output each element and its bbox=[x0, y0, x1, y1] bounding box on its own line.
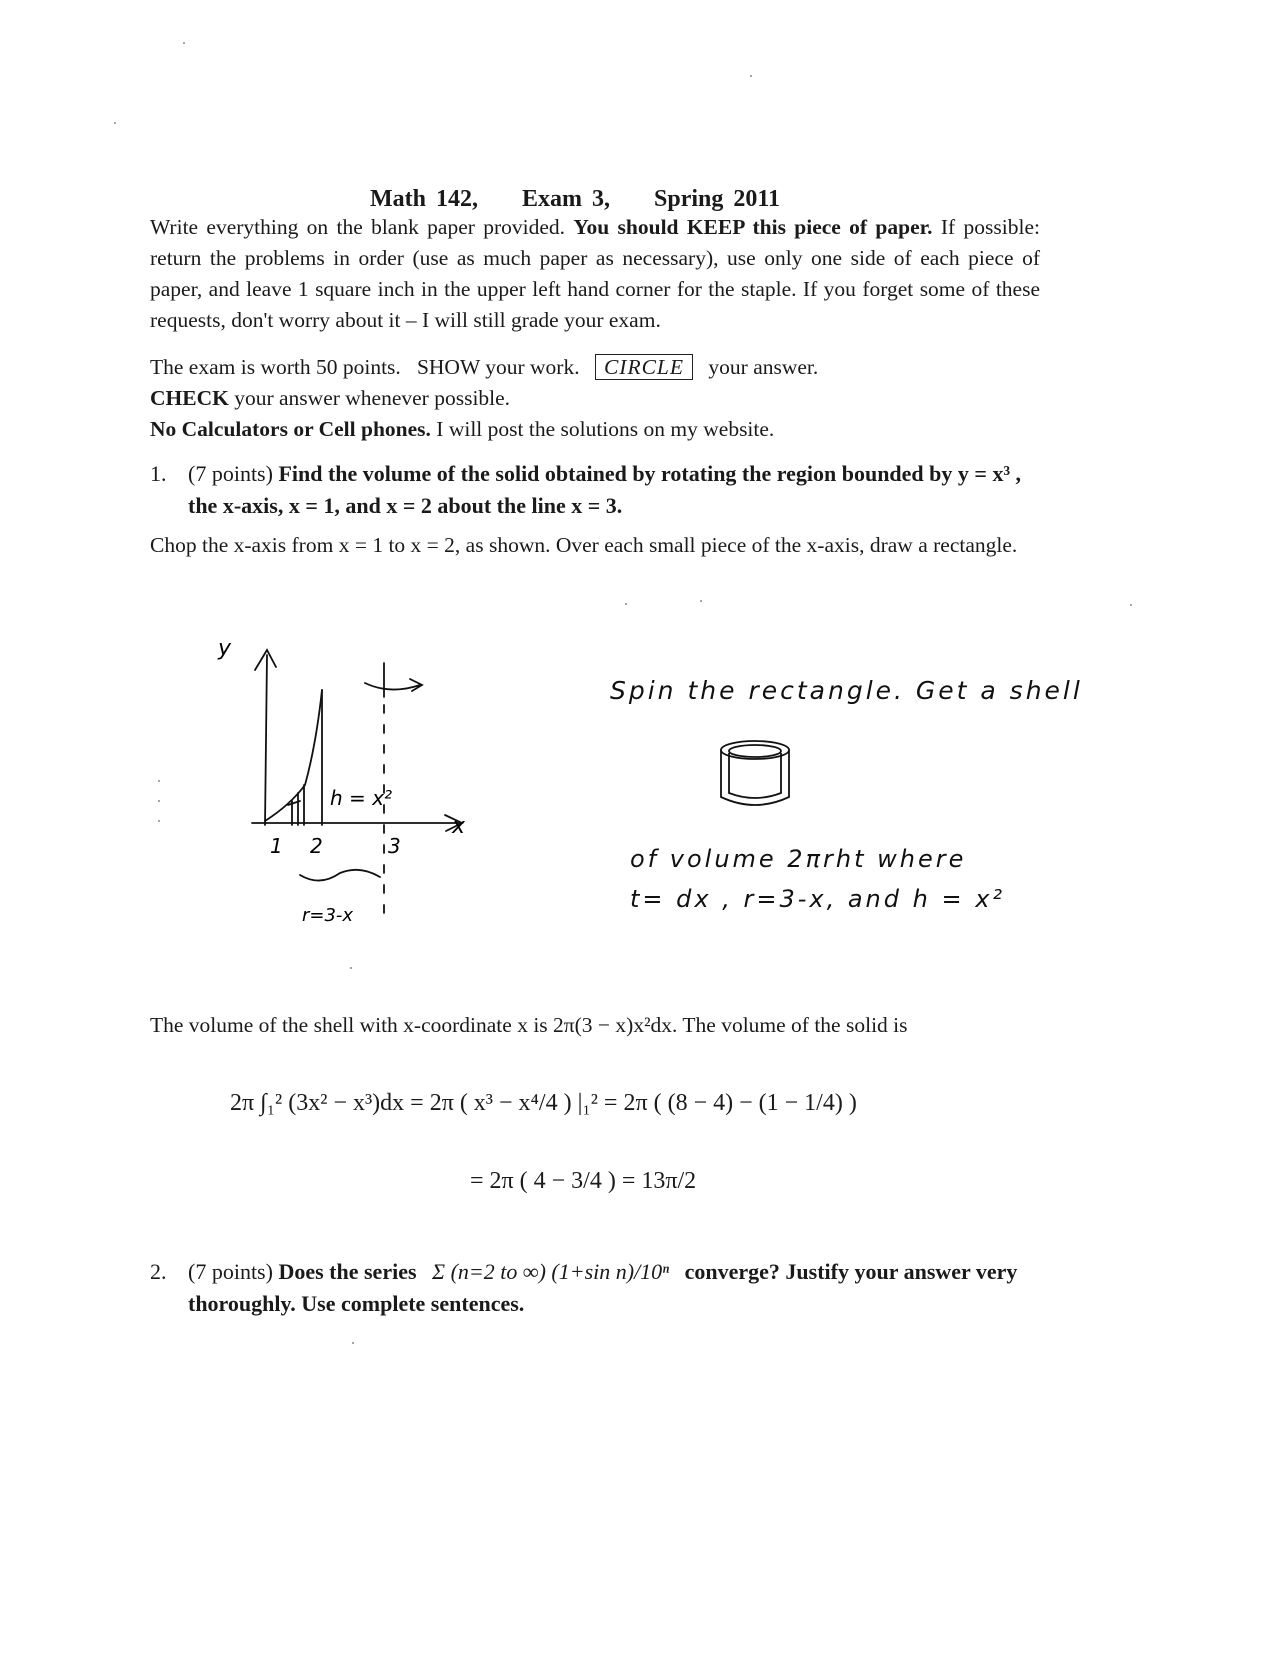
shell-inner-ellipse bbox=[729, 745, 781, 757]
exam-worth-line bbox=[150, 352, 1040, 445]
solutions-note: I will post the solutions on my website. bbox=[436, 417, 775, 441]
exam-label: Exam 3, bbox=[522, 186, 610, 212]
keep-paper-note: You should KEEP this piece of paper. bbox=[573, 215, 933, 239]
show-work-text: SHOW your work. bbox=[416, 355, 580, 379]
instruction-text: Write everything on the blank paper provided. bbox=[150, 215, 566, 239]
handwritten-line-3: t= dx , r=3-x, and h = x² bbox=[630, 885, 1006, 913]
problem-2-points: (7 points) bbox=[188, 1259, 273, 1284]
no-calculators-note: No Calculators or Cell phones. bbox=[150, 417, 431, 441]
problem-number: 1. bbox=[150, 461, 167, 486]
rotation-arrow bbox=[365, 679, 422, 691]
series-expression: Σ (n=2 to ∞) (1+sin n)/10ⁿ bbox=[432, 1259, 670, 1284]
your-answer-text: your answer. bbox=[708, 355, 819, 379]
problem-number-2: 2. bbox=[150, 1259, 167, 1284]
problem-1-instruction: Chop the x-axis from x = 1 to x = 2, as shown. Over each small piece of the x-axis, draw a rectangle. bbox=[150, 533, 1018, 557]
problem-2 bbox=[150, 1256, 1040, 1320]
problem-2-statement-a: Does the series bbox=[278, 1259, 417, 1284]
handwritten-graph bbox=[200, 625, 500, 945]
shell-sketch bbox=[710, 735, 810, 825]
strip-hatch bbox=[288, 785, 304, 825]
y-axis-arrow bbox=[255, 650, 276, 670]
problem-statement: Find the volume of the solid obtained by rotating the region bounded by y = x³ , the x-axis, x = 1, and x = 2 about the line x = 3. bbox=[188, 461, 1022, 518]
final-answer-line: = 2π ( 4 − 3/4 ) = 13π/2 bbox=[470, 1168, 697, 1194]
solution-text: The volume of the shell with x-coordinate x is 2π(3 − x)x²dx. The volume of the solid is bbox=[150, 1013, 908, 1037]
problem-1 bbox=[150, 458, 1040, 522]
handwritten-line-2: of volume 2πrht where bbox=[630, 845, 967, 873]
h-label: h = x² bbox=[330, 786, 393, 810]
worth-text: The exam is worth 50 points. bbox=[150, 355, 401, 379]
instruction-text-2: If possible: return the problems in order (use as much paper as necessary), use only one side of each piece of paper, and leave 1 square inch in the upper left hand corner for the staple. If you forget some of these requests, don't worry about it – I will still grade your exam. bbox=[150, 215, 1040, 332]
term-label: Spring 2011 bbox=[654, 186, 781, 212]
problem-2-statement-b: converge? Justify your answer very thoroughly. Use complete sentences. bbox=[188, 1259, 1018, 1316]
check-label: CHECK bbox=[150, 386, 229, 410]
circle-box: CIRCLE bbox=[595, 354, 693, 380]
problem-points: (7 points) bbox=[188, 461, 273, 486]
radius-brace bbox=[300, 870, 380, 881]
instructions bbox=[150, 212, 1040, 336]
check-rest: your answer whenever possible. bbox=[234, 386, 511, 410]
curve-x-cubed bbox=[265, 690, 322, 821]
r-label: r=3-x bbox=[302, 905, 354, 926]
exam-title bbox=[370, 186, 814, 213]
course-label: Math 142, bbox=[370, 186, 478, 212]
tick-3: 3 bbox=[388, 834, 401, 858]
tick-1: 1 bbox=[270, 834, 283, 858]
y-label: y bbox=[218, 636, 232, 661]
y-axis bbox=[265, 655, 267, 825]
integral-equation: 2π ∫₁² (3x² − x³)dx = 2π ( x³ − x⁴/4 ) |₁² = 2π ( (8 − 4) − (1 − 1/4) ) bbox=[230, 1090, 857, 1116]
x-label: x bbox=[452, 814, 466, 839]
tick-2: 2 bbox=[310, 834, 323, 858]
handwritten-line-1: Spin the rectangle. Get a shell bbox=[610, 676, 1083, 705]
